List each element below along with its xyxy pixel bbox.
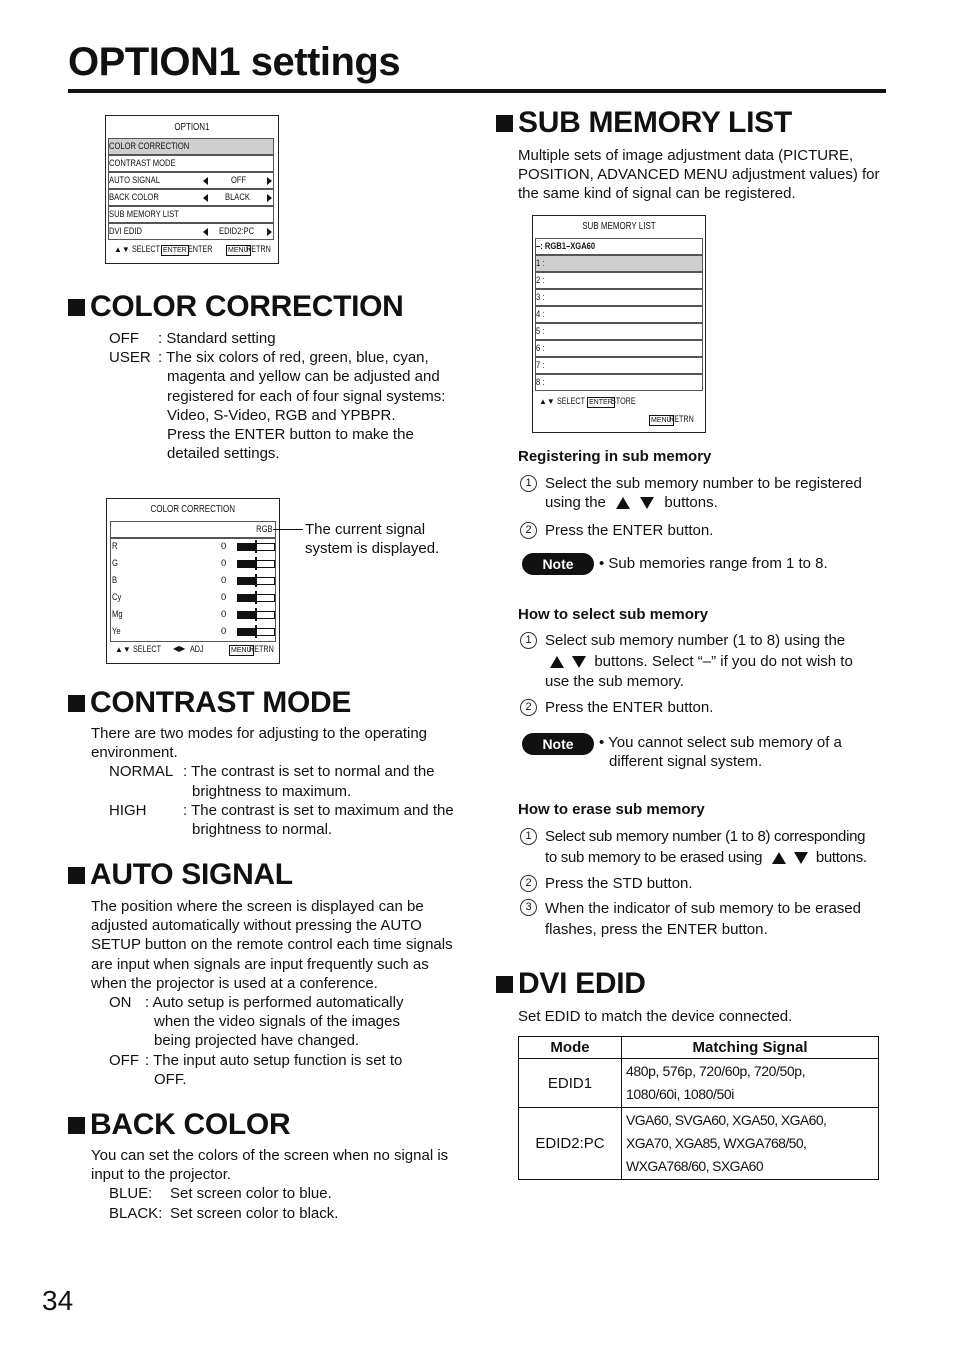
sub-memory-slot-1[interactable]: 1 : [535,255,703,272]
color-correction-menu-footer: ▲▼ SELECT ◀▶ ADJ MENU RETRN [115,644,274,654]
square-bullet-icon [68,299,85,316]
option1-menu-footer: ▲▼ SELECT ENTER ENTER MENU RETRN [114,244,271,254]
step-number-2: 2 [520,699,537,716]
select-step-2: 2 Press the ENTER button. [520,698,890,717]
step-number-1: 1 [520,475,537,492]
up-arrow-icon [772,852,786,864]
page-number: 34 [42,1285,74,1316]
color-label: G [112,558,118,569]
sub-memory-menu-footer: ▲▼ SELECT ENTER STORE MENU RETRN [539,396,694,424]
color-value: 0 [221,609,227,620]
bar-marker [255,591,257,604]
sub-memory-slot-6[interactable]: 6 : [535,340,703,357]
erase-step-1: 1 Select sub memory number (1 to 8) corresponding to sub memory to be erased using buttons. [520,827,890,868]
signal-row: RGB [110,521,276,538]
left-right-icon: ◀▶ [173,644,186,653]
sub-memory-signal-row[interactable]: –: RGB1–XGA60 [535,238,703,255]
register-step-2: 2 Press the ENTER button. [520,521,890,540]
sub-memory-slot-4[interactable]: 4 : [535,306,703,323]
color-label: Cy [112,592,122,603]
left-arrow-icon [203,228,208,236]
color-row-mg[interactable] [111,606,273,623]
title-rule [68,89,886,93]
color-correction-menu [106,498,280,664]
note-2: • You cannot select sub memory of a different signal system. [599,734,842,771]
heading-dvi-edid: DVI EDID [496,967,646,1001]
table-row: EDID1 480p, 576p, 720/60p, 720/50p, 1080/60i, 1080/50i [519,1059,879,1108]
sub-memory-slot-7[interactable]: 7 : [535,357,703,374]
erase-step-2: 2 Press the STD button. [520,874,890,893]
up-down-icon: ▲▼ [114,245,130,254]
color-row-r[interactable] [111,538,273,555]
heading-auto-signal: AUTO SIGNAL [68,858,293,892]
left-arrow-icon [203,194,208,202]
bar-marker [255,540,257,553]
color-label: Ye [112,626,121,637]
down-arrow-icon [640,497,654,509]
square-bullet-icon [496,115,513,132]
menu-key-icon: MENU [651,417,672,424]
sub-memory-slot-2[interactable]: 2 : [535,272,703,289]
note-badge: Note [522,553,594,575]
up-arrow-icon [616,497,630,509]
note-badge: Note [522,733,594,755]
menu-key-icon: MENU [231,647,252,654]
table-row: EDID2:PC VGA60, SVGA60, XGA50, XGA60, XGA70, XGA85, WXGA768/50, WXGA768/60, SXGA60 [519,1108,879,1180]
color-row-b[interactable] [111,572,273,589]
bar-marker [255,557,257,570]
erase-heading: How to erase sub memory [518,801,705,818]
menu-row-contrast-mode[interactable]: CONTRAST MODE [108,155,274,172]
color-row-cy[interactable] [111,589,273,606]
page-title: OPTION1 settings [68,40,401,84]
right-arrow-icon [267,194,272,202]
menu-row-color-correction[interactable]: COLOR CORRECTION [108,138,274,155]
step-number-3: 3 [520,899,537,916]
up-down-icon: ▲▼ [115,645,131,654]
menu-key-icon: MENU [228,247,249,254]
back-color-value: BLACK [225,192,250,203]
color-label: R [112,541,118,552]
step-number-1: 1 [520,828,537,845]
sub-memory-menu-title: SUB MEMORY LIST [582,221,656,232]
right-arrow-icon [267,177,272,185]
enter-key-icon: ENTER [589,399,613,406]
note-1: • Sub memories range from 1 to 8. [599,555,828,572]
menu-row-back-color[interactable]: BACK COLOR BLACK [108,189,274,206]
register-heading: Registering in sub memory [518,448,712,465]
dvi-edid-value: EDID2:PC [219,226,255,237]
sub-memory-slot-8[interactable]: 8 : [535,374,703,391]
callout-line [273,529,303,530]
color-correction-menu-title: COLOR CORRECTION [150,504,236,515]
bar-marker [255,625,257,638]
edid-col-signal: Matching Signal [622,1037,879,1059]
square-bullet-icon [68,695,85,712]
left-arrow-icon [203,177,208,185]
step-number-2: 2 [520,875,537,892]
color-correction-body: OFF : Standard setting USER : The six colors of red, green, blue, cyan, magenta and yellow can be adjusted and registered for each of four signal systems: Video, S-Video, RGB and YPBPR. Press the ENTER button to make the detailed settings. [109,330,446,463]
color-value: 0 [221,626,227,637]
select-step-1: 1 Select sub memory number (1 to 8) using the buttons. Select “–” if you do not wish to use the sub memory. [520,631,890,693]
menu-row-auto-signal[interactable]: AUTO SIGNAL OFF [108,172,274,189]
sub-memory-intro: Multiple sets of image adjustment data (PICTURE, POSITION, ADVANCED MENU adjustment values) for the same kind of signal can be registered. [518,147,880,203]
color-label: B [112,575,118,586]
color-row-g[interactable] [111,555,273,572]
square-bullet-icon [496,976,513,993]
select-heading: How to select sub memory [518,606,709,623]
contrast-mode-body: There are two modes for adjusting to the operating environment. NORMAL : The contrast is set to normal and the brightness to maximum. HIGH : The contrast is set to maximum and the brightness to normal. [91,725,454,839]
down-arrow-icon [572,656,586,668]
menu-row-sub-memory-list[interactable]: SUB MEMORY LIST [108,206,274,223]
heading-back-color: BACK COLOR [68,1108,290,1142]
option1-menu-title: OPTION1 [174,122,210,133]
edid-table [518,1036,879,1180]
up-arrow-icon [550,656,564,668]
sub-memory-slot-3[interactable]: 3 : [535,289,703,306]
up-down-icon: ▲▼ [539,397,555,406]
color-value: 0 [221,541,227,552]
menu-row-dvi-edid[interactable]: DVI EDID EDID2:PC [108,223,274,240]
down-arrow-icon [794,852,808,864]
right-arrow-icon [267,228,272,236]
back-color-body: You can set the colors of the screen when no signal is input to the projector. BLUE: Set screen color to blue. BLACK: Set screen color to black. [91,1147,449,1222]
square-bullet-icon [68,867,85,884]
color-value: 0 [221,575,227,586]
bar-marker [255,608,257,621]
dvi-edid-intro: Set EDID to match the device connected. [518,1008,793,1025]
sub-memory-menu [532,215,706,433]
heading-color-correction: COLOR CORRECTION [68,290,404,324]
heading-contrast-mode: CONTRAST MODE [68,686,351,720]
square-bullet-icon [68,1117,85,1134]
step-number-2: 2 [520,522,537,539]
edid-col-mode: Mode [519,1037,622,1059]
color-value: 0 [221,592,227,603]
auto-signal-value: OFF [231,175,247,186]
signal-callout: The current signal system is displayed. [305,521,440,558]
enter-key-icon: ENTER [163,247,187,254]
sub-memory-slot-5[interactable]: 5 : [535,323,703,340]
auto-signal-body: The position where the screen is displayed can be adjusted automatically without pressing the AUTO SETUP button on the remote control each time signals are input when signals are input frequently such as when the projector is used at a conference. ON : Auto setup is performed automatically when the video signals of the images being projected have changed. OFF : The input auto setup function is set to OFF. [91,898,453,1088]
color-value: 0 [221,558,227,569]
step-number-1: 1 [520,632,537,649]
heading-sub-memory-list: SUB MEMORY LIST [496,106,792,140]
color-row-ye[interactable] [111,623,273,640]
color-label: Mg [112,609,123,620]
erase-step-3: 3 When the indicator of sub memory to be erased flashes, press the ENTER button. [520,898,890,940]
option1-menu [105,115,279,264]
bar-marker [255,574,257,587]
register-step-1: 1 Select the sub memory number to be registered using the buttons. [520,474,890,512]
